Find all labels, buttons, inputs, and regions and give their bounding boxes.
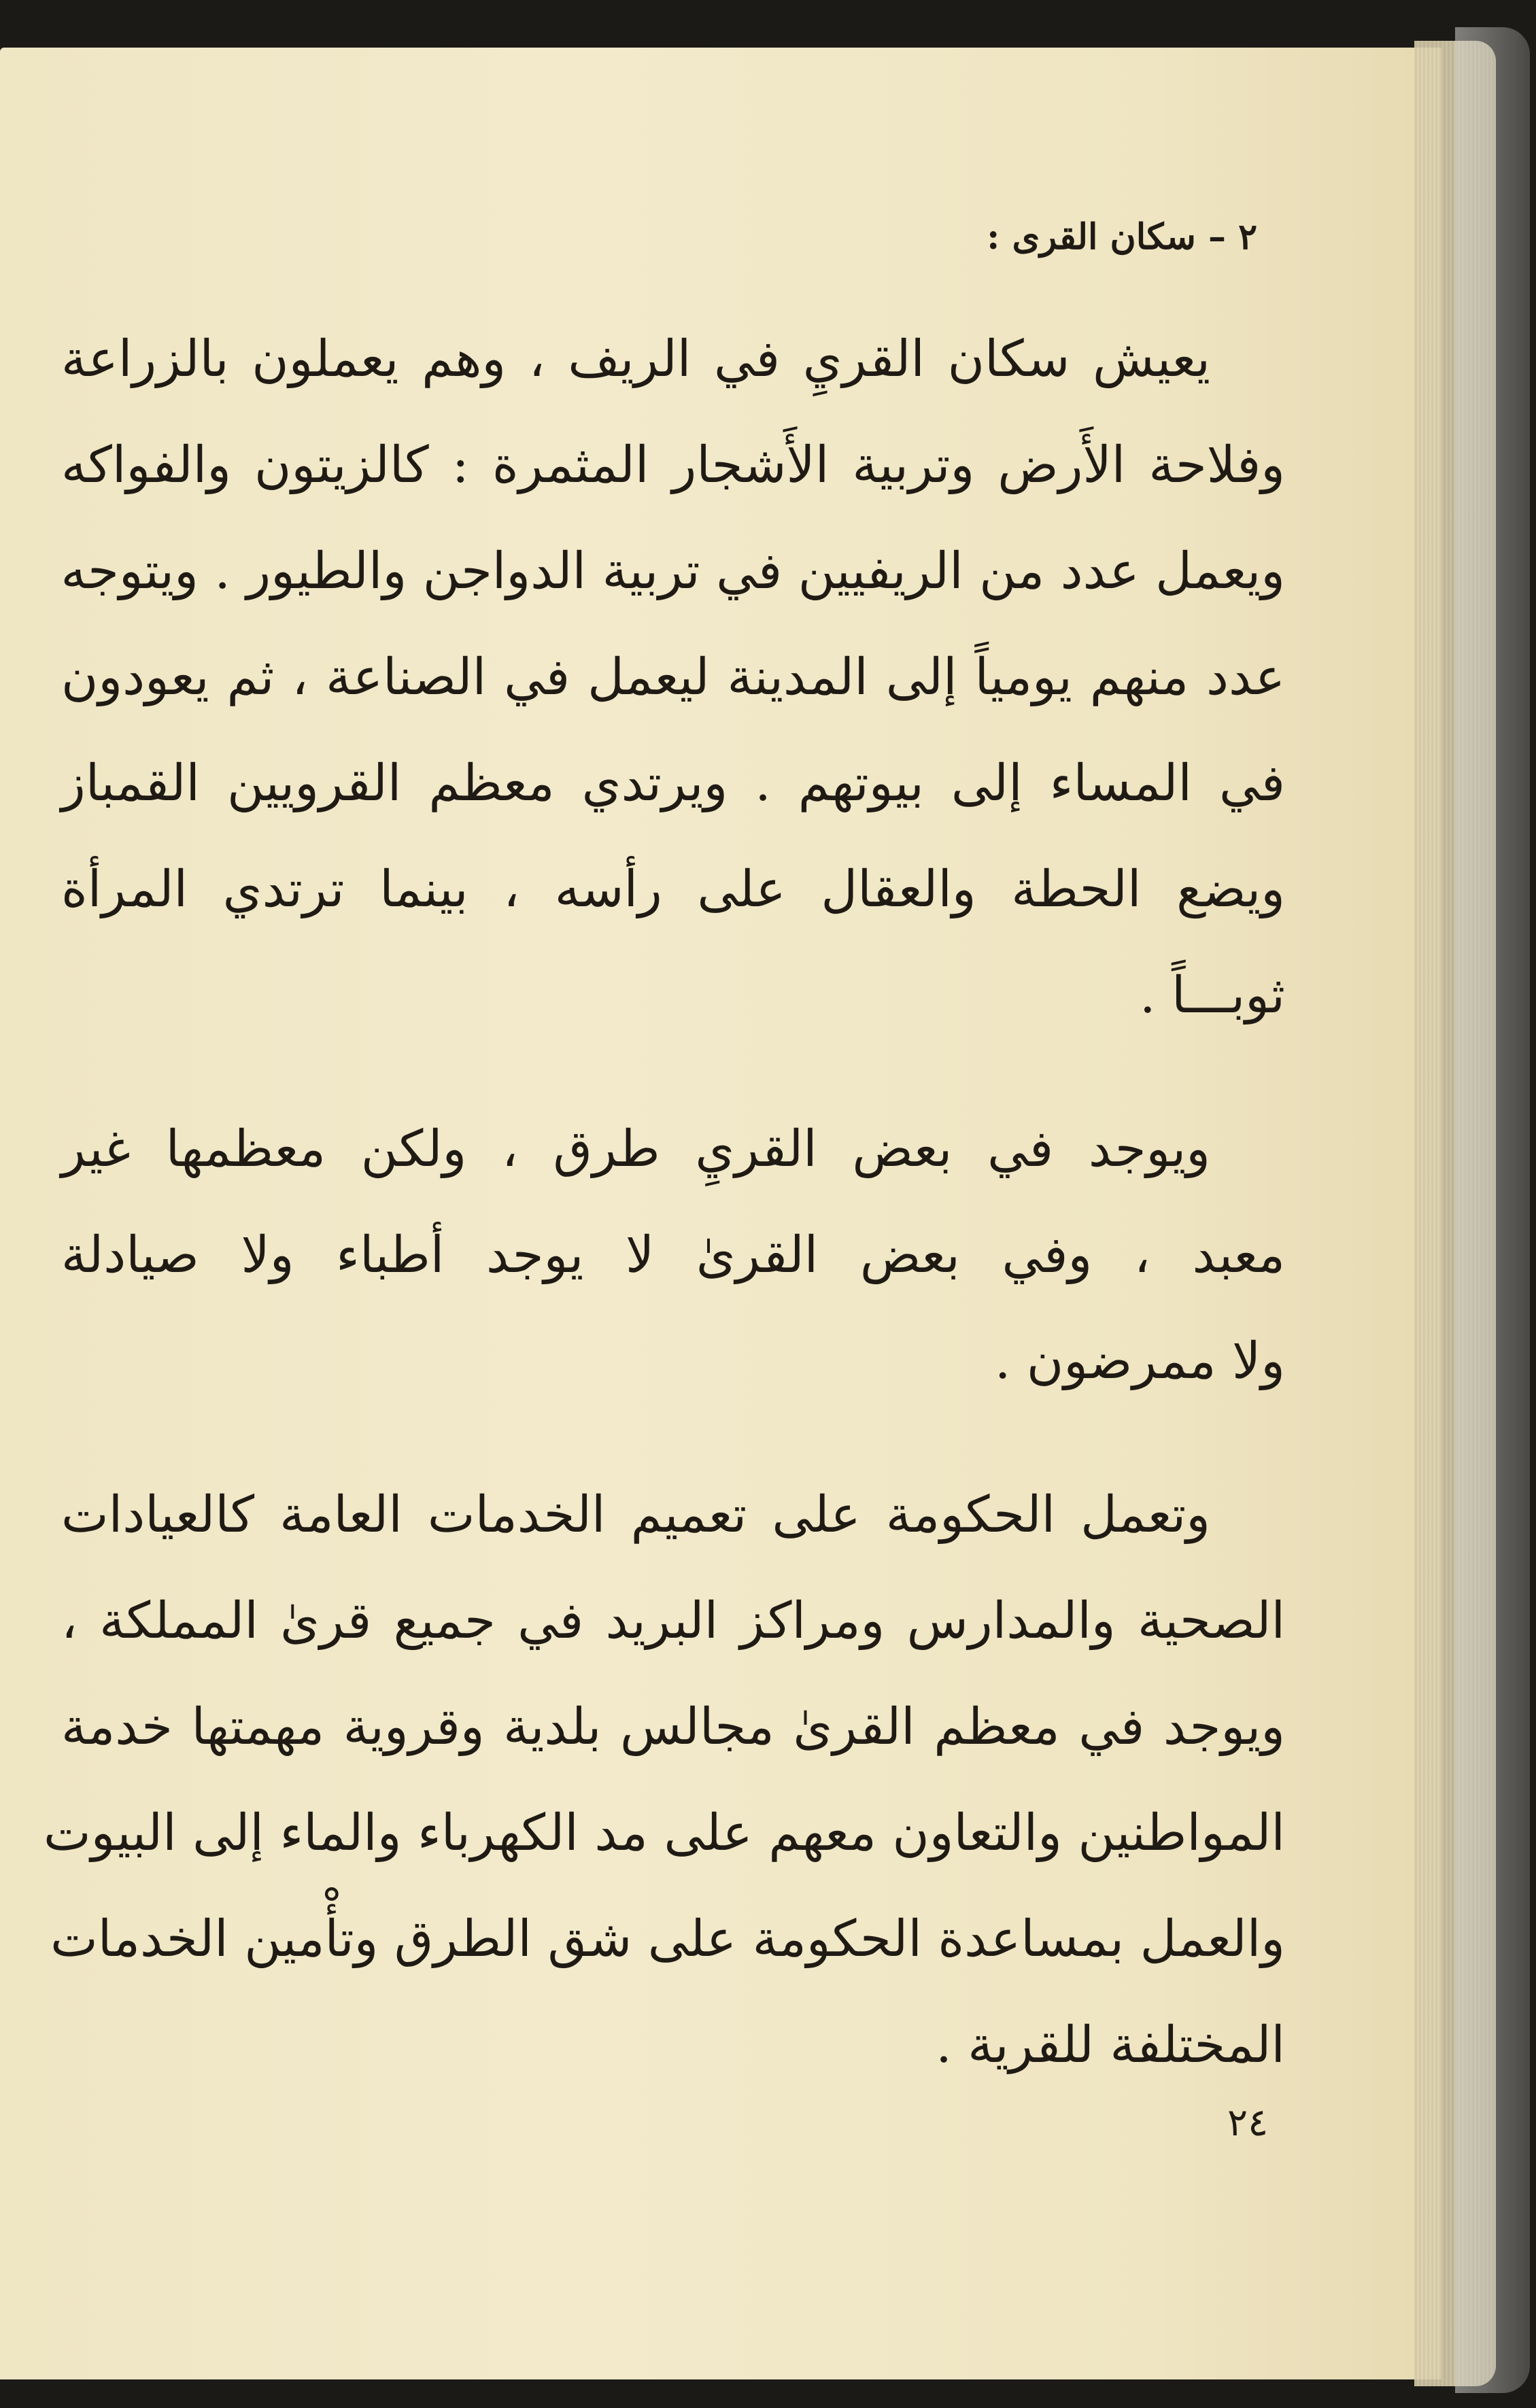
text-line: ويوجد في بعض القريِ طرق ، ولكن معظمها غير: [61, 1120, 1210, 1178]
text-line: عدد منهم يومياً إلى المدينة ليعمل في الصناعة ، ثم يعودون: [61, 648, 1285, 706]
section-heading: ٢ – سكان القرى :: [987, 216, 1257, 258]
text-line: وفلاحة الأَرض وتربية الأَشجار المثمرة : كالزيتون والفواكه: [61, 436, 1285, 494]
page-number: ٢٤: [1227, 2101, 1269, 2145]
text-line: يعيش سكان القريِ في الريف ، وهم يعملون بالزراعة: [61, 330, 1210, 388]
text-line: ويوجد في معظم القرىٰ مجالس بلدية وقروية مهمتها خدمة: [61, 1698, 1285, 1756]
paragraph-2: [61, 1096, 1285, 1414]
plastic-sleeve: [1455, 27, 1530, 2393]
text-line: وتعمل الحكومة على تعميم الخدمات العامة كالعيادات: [61, 1485, 1210, 1544]
text-line: في المساء إلى بيوتهم . ويرتدي معظم القرويين القمباز: [61, 754, 1285, 812]
text-line: ويضع الحطة والعقال على رأسه ، بينما ترتدي المرأة: [61, 860, 1285, 918]
text-line: معبد ، وفي بعض القرىٰ لا يوجد أطباء ولا صيادلة: [61, 1226, 1285, 1284]
text-line: الصحية والمدارس ومراكز البريد في جميع قرىٰ المملكة ،: [61, 1592, 1285, 1650]
paragraph-1: [61, 306, 1285, 1048]
text-line: ثوبـــاً .: [1139, 966, 1285, 1025]
paragraph-3: [43, 1462, 1285, 2098]
body-text: [43, 306, 1285, 2098]
text-line: ولا ممرضون .: [994, 1332, 1285, 1390]
text-line: المواطنين والتعاون معهم على مد الكهرباء والماء إلى البيوت: [43, 1804, 1285, 1862]
text-line: ويعمل عدد من الريفيين في تربية الدواجن والطيور . ويتوجه: [61, 542, 1285, 600]
text-line: والعمل بمساعدة الحكومة على شق الطرق وتأْمين الخدمات: [50, 1910, 1285, 1968]
text-line: المختلفة للقرية .: [936, 2016, 1285, 2074]
